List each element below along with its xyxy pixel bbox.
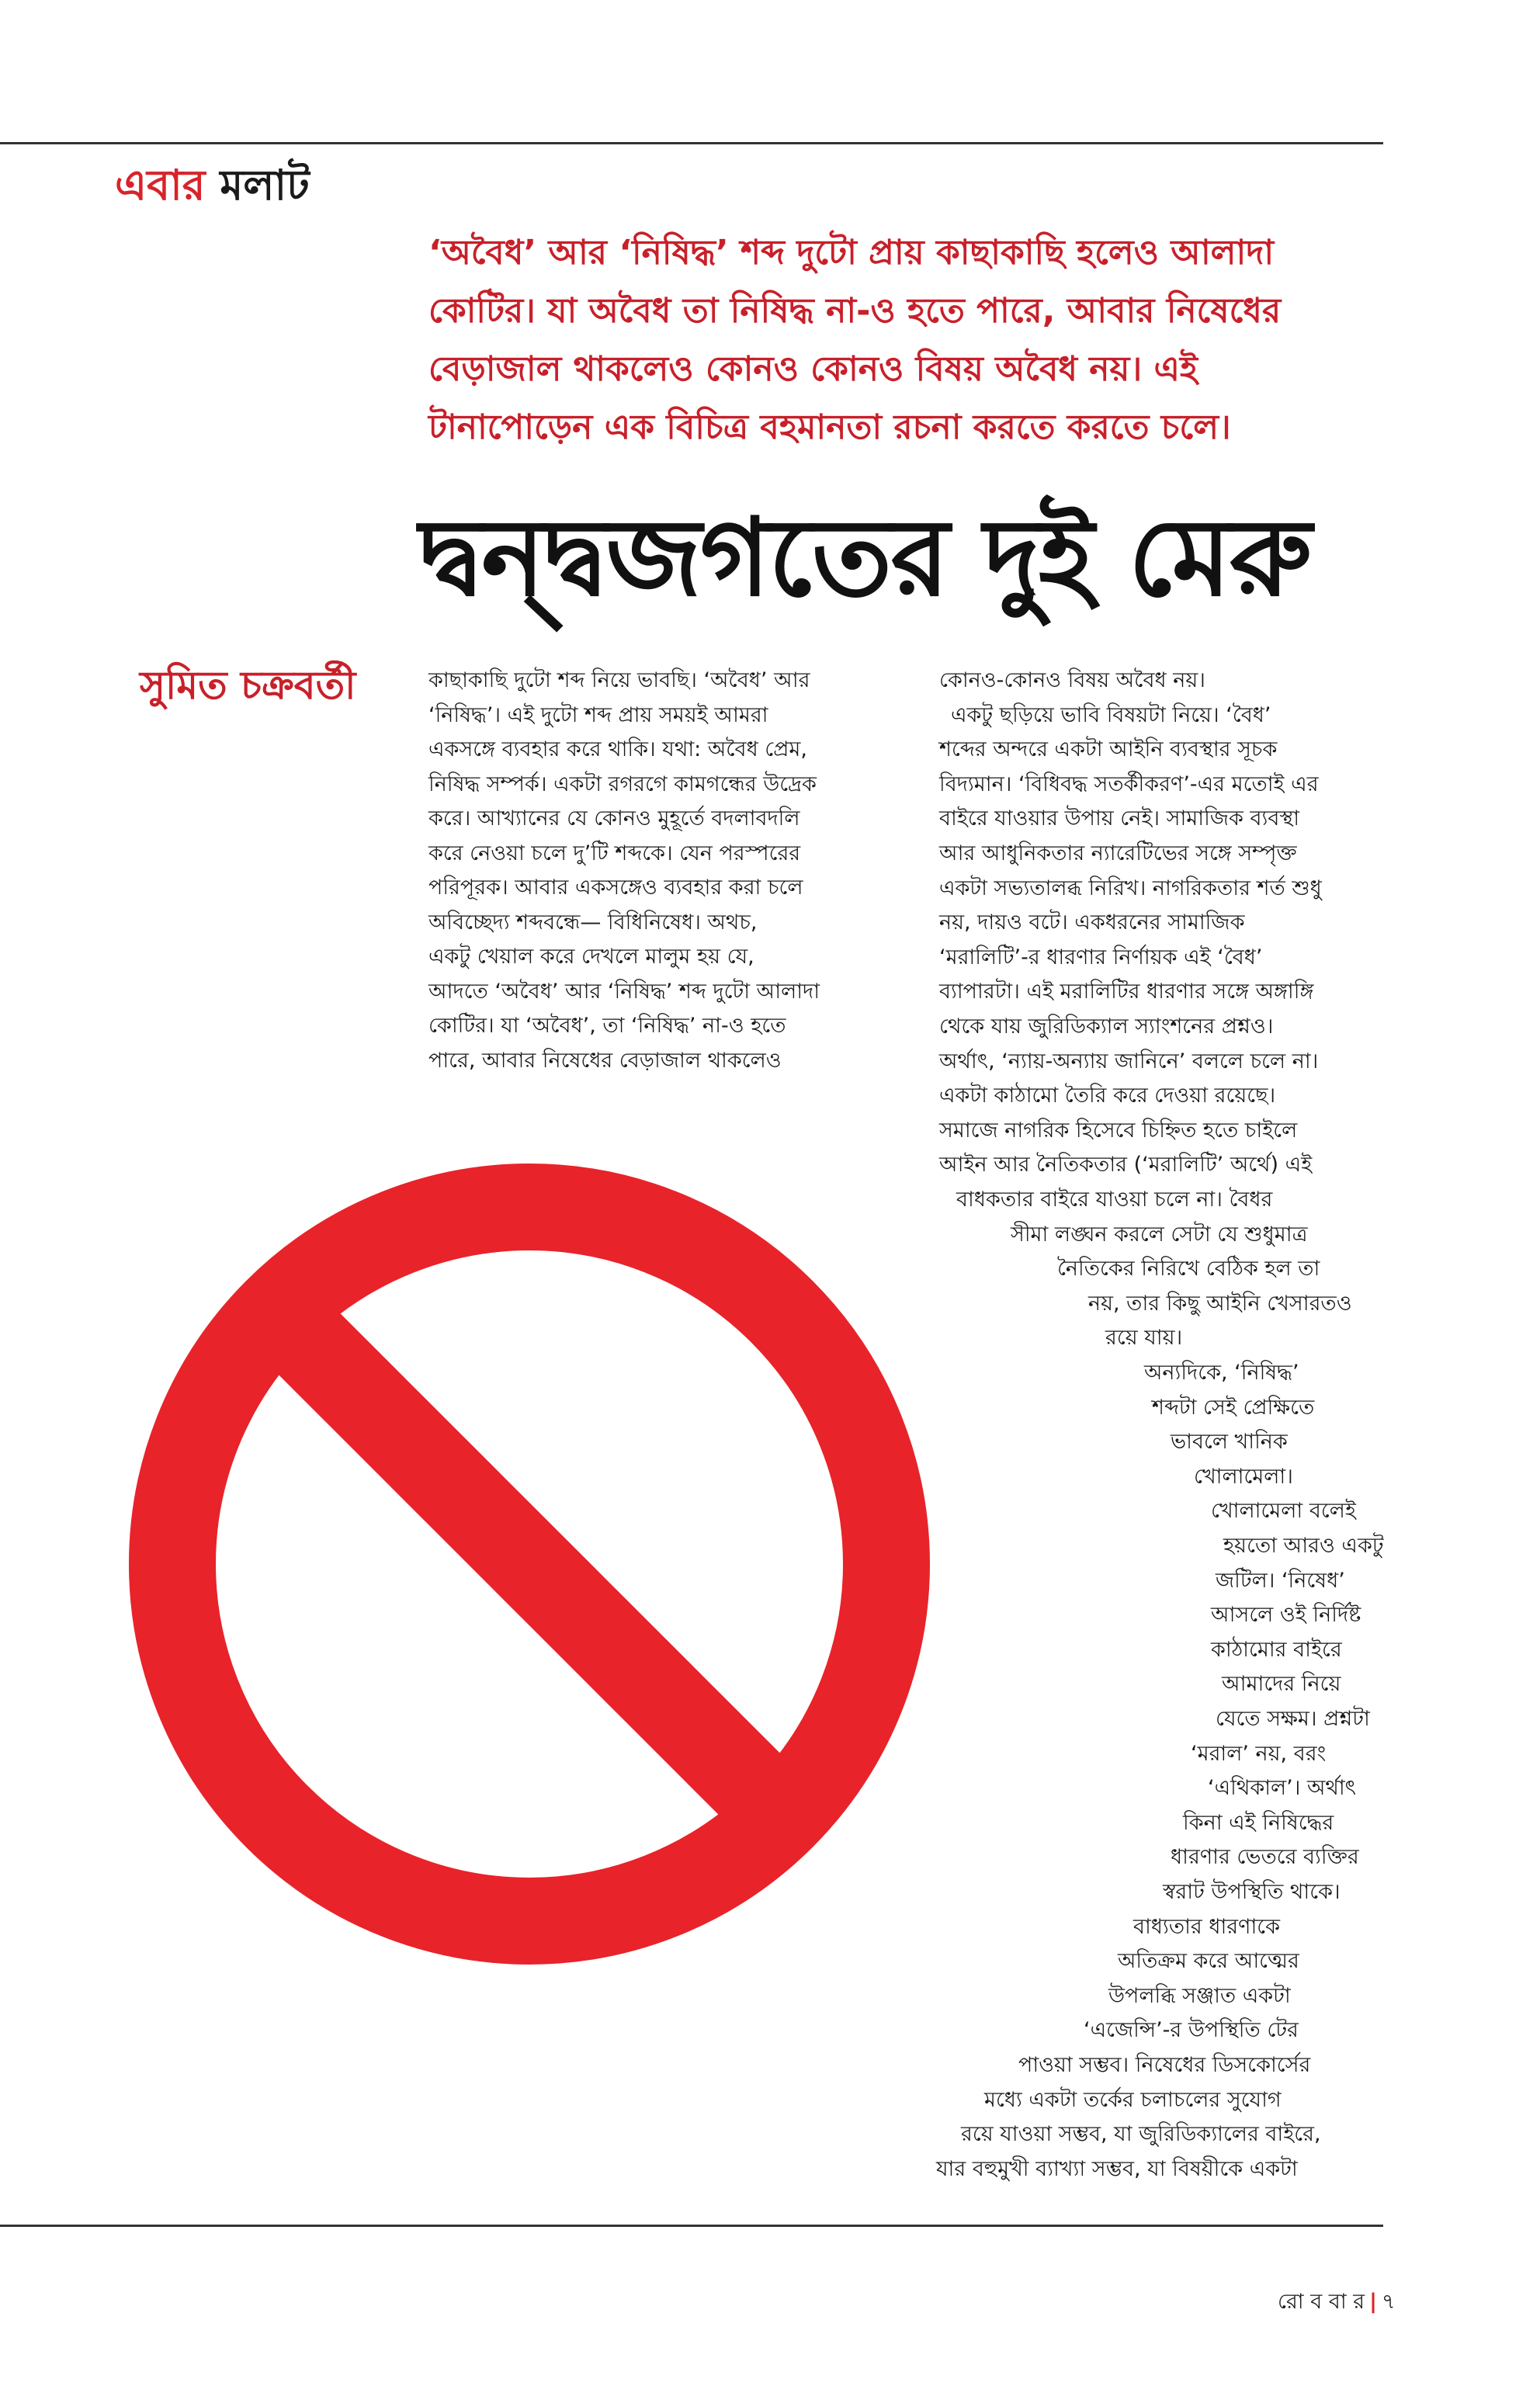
section-tag-black: মলাট [220, 161, 310, 210]
body-line: আইন আর নৈতিকতার (‘মরালিটি’ অর্থে) এই [939, 1153, 1313, 1177]
headline: দ্বন্দ্বজগতের দুই মেরু [419, 495, 1311, 620]
body-line: মধ্যে একটা তর্কের চলাচলের সুযোগ [984, 2087, 1282, 2112]
body-line: ‘মরালিটি’-র ধারণার নির্ণায়ক এই ‘বৈধ’ [939, 945, 1263, 969]
body-line: নয়, দায়ও বটে। একধরনের সামাজিক [939, 910, 1245, 935]
standfirst-line: ‘অবৈধ’ আর ‘নিষিদ্ধ’ শব্দ দুটো প্রায় কাছাকাছি হলেও আলাদা [428, 233, 1275, 272]
bottom-rule [0, 2225, 1383, 2227]
body-line: ‘এজেন্সি’-র উপস্থিতি টের [1084, 2018, 1299, 2043]
body-line: একটা সভ্যতালব্ধ নিরিখ। নাগরিকতার শর্ত শুধু [939, 876, 1322, 900]
body-line: ‘এথিকাল’। অর্থাৎ [1208, 1776, 1357, 1801]
body-line: করে নেওয়া চলে দু’টি শব্দকে। যেন পরস্পরের [428, 841, 801, 865]
body-line: সমাজে নাগরিক হিসেবে চিহ্নিত হতে চাইলে [939, 1118, 1298, 1143]
body-line: জটিল। ‘নিষেধ’ [1216, 1568, 1345, 1593]
body-line: ভাবলে খানিক [1171, 1430, 1288, 1455]
body-line: পরিপূরক। আবার একসঙ্গেও ব্যবহার করা চলে [428, 876, 803, 900]
body-line: আদতে ‘অবৈধ’ আর ‘নিষিদ্ধ’ শব্দ দুটো আলাদা [428, 979, 820, 1004]
body-line: কাঠামোর বাইরে [1211, 1637, 1342, 1662]
body-line: নিষিদ্ধ সম্পর্ক। একটা রগরগে কামগন্ধের উদ্রেক [428, 772, 817, 796]
body-line: রয়ে যায়। [1105, 1326, 1183, 1351]
standfirst-line: কোটির। যা অবৈধ তা নিষিদ্ধ না-ও হতে পারে, আবার নিষেধের [428, 291, 1282, 331]
body-line: করে। আখ্যানের যে কোনও মুহূর্তে বদলাবদলি [428, 806, 800, 831]
body-line: ‘নিষিদ্ধ’। এই দুটো শব্দ প্রায় সময়ই আমরা [428, 702, 768, 727]
top-rule [0, 142, 1383, 144]
body-line: আমাদের নিয়ে [1222, 1672, 1341, 1697]
section-tag [115, 161, 310, 210]
body-line: বাধকতার বাইরে যাওয়া চলে না। বৈধর [956, 1188, 1273, 1212]
section-tag-red: এবার [115, 161, 206, 210]
body-line: আর আধুনিকতার ন্যারেটিভের সঙ্গে সম্পৃক্ত [939, 841, 1297, 865]
body-line: ধারণার ভেতরে ব্যক্তির [1171, 1845, 1359, 1870]
page-number: ৭ [1382, 2290, 1396, 2314]
body-line: রয়ে যাওয়া সম্ভব, যা জুরিডিক্যালের বাইরে, [961, 2122, 1321, 2147]
body-line: যার বহুমুখী ব্যাখ্যা সম্ভব, যা বিষয়ীকে একটা [936, 2156, 1298, 2181]
byline: সুমিত চক্রবর্তী [140, 663, 356, 708]
body-line: থেকে যায় জুরিডিক্যাল স্যাংশনের প্রশ্নও। [939, 1014, 1274, 1039]
body-line: শব্দের অন্দরে একটা আইনি ব্যবস্থার সূচক [939, 737, 1278, 762]
body-line: একসঙ্গে ব্যবহার করে থাকি। যথা: অবৈধ প্রেম, [428, 737, 807, 761]
body-line: যেতে সক্ষম। প্রশ্নটা [1216, 1707, 1370, 1731]
standfirst-line: টানাপোড়েন এক বিচিত্র বহমানতা রচনা করতে করতে চলে। [428, 408, 1231, 447]
body-line: অতিক্রম করে আত্মের [1118, 1949, 1299, 1974]
body-line: বিদ্যমান। ‘বিধিবদ্ধ সতর্কীকরণ’-এর মতোই এর [939, 772, 1319, 796]
body-line: বাধ্যতার ধারণাকে [1133, 1914, 1281, 1939]
publication-name: রো ব বা র [1278, 2290, 1365, 2314]
body-line: কোটির। যা ‘অবৈধ’, তা ‘নিষিদ্ধ’ না-ও হতে [428, 1014, 786, 1038]
body-line: একটা কাঠামো তৈরি করে দেওয়া রয়েছে। [939, 1084, 1276, 1108]
body-line: কাছাকাছি দুটো শব্দ নিয়ে ভাবছি। ‘অবৈধ’ আর [428, 668, 810, 692]
body-line: একটু ছড়িয়ে ভাবি বিষয়টা নিয়ে। ‘বৈধ’ [951, 702, 1271, 727]
body-line: ‘মরাল’ নয়, বরং [1191, 1741, 1327, 1766]
body-line: কোনও-কোনও বিষয় অবৈধ নয়। [939, 668, 1205, 692]
body-line: অন্যদিকে, ‘নিষিদ্ধ’ [1144, 1361, 1299, 1385]
body-line: ব্যাপারটা। এই মরালিটির ধারণার সঙ্গে অঙ্গাঙ্গি [939, 980, 1314, 1004]
body-line: অবিচ্ছেদ্য শব্দবন্ধে— বিধিনিষেধ। অথচ, [428, 910, 758, 935]
body-line: আসলে ওই নির্দিষ্ট [1211, 1603, 1361, 1628]
body-line: খোলামেলা। [1194, 1464, 1293, 1489]
folio-separator: | [1369, 2290, 1377, 2314]
no-entry-sign-icon [118, 1153, 941, 1975]
body-line: হয়তো আরও একটু [1223, 1534, 1384, 1558]
body-line: শব্দটা সেই প্রেক্ষিতে [1152, 1395, 1315, 1420]
body-line: কিনা এই নিষিদ্ধের [1183, 1810, 1334, 1835]
body-line: অর্থাৎ, ‘ন্যায়-অন্যায় জানিনে’ বললে চলে না। [939, 1049, 1319, 1073]
body-line: বাইরে যাওয়ার উপায় নেই। সামাজিক ব্যবস্থা [939, 806, 1300, 831]
standfirst [428, 224, 1360, 456]
body-line: খোলামেলা বলেই [1211, 1499, 1356, 1524]
folio [1278, 2291, 1396, 2312]
body-line: উপলব্ধি সঞ্জাত একটা [1108, 1983, 1291, 2008]
body-line: নৈতিকের নিরিখে বেঠিক হল তা [1057, 1257, 1320, 1281]
body-line: নয়, তার কিছু আইনি খেসারতও [1088, 1291, 1352, 1316]
body-line: পাওয়া সম্ভব। নিষেধের ডিসকোর্সের [1018, 2053, 1311, 2077]
body-line: পারে, আবার নিষেধের বেড়াজাল থাকলেও [428, 1048, 782, 1073]
body-line: একটু খেয়াল করে দেখলে মালুম হয় যে, [428, 945, 754, 969]
body-line: সীমা লঙ্ঘন করলে সেটা যে শুধুমাত্র [1011, 1222, 1308, 1247]
standfirst-line: বেড়াজাল থাকলেও কোনও কোনও বিষয় অবৈধ নয়। এই [428, 349, 1198, 389]
body-line: স্বরাট উপস্থিতি থাকে। [1163, 1880, 1341, 1904]
